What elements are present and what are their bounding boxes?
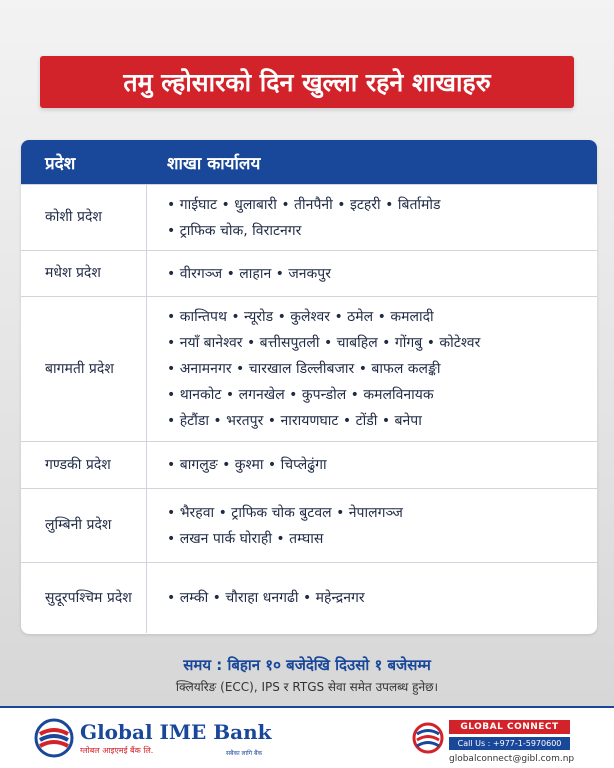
table-row-madhesh	[21, 250, 597, 296]
header-province: प्रदेश	[45, 153, 76, 174]
branch-cell	[147, 184, 597, 252]
province-cell: मधेश प्रदेश	[21, 251, 147, 296]
province-cell: बागमती प्रदेश	[21, 297, 147, 441]
table-row-lumbini	[21, 488, 597, 562]
bank-subtitle: ग्लोबल आइएमई बैंक लि.	[80, 746, 154, 755]
table-row-gandaki	[21, 441, 597, 488]
branch-line: • बागलुङ • कुश्मा • चिप्लेढुंगा	[167, 457, 327, 473]
contact-email[interactable]: globalconnect@gibl.com.np	[449, 754, 575, 764]
province-cell: सुदूरपश्चिम प्रदेश	[21, 563, 147, 633]
bank-name: Global IME Bank	[80, 720, 272, 744]
service-hours: समय : बिहान १० बजेदेखि दिउसो १ बजेसम्म	[183, 656, 431, 674]
branch-cell	[147, 444, 597, 486]
brand-footer	[0, 706, 614, 768]
branch-line: • हेटौंडा • भरतपुर • नारायणघाट • टोंडी • बनेपा	[167, 413, 422, 429]
branch-line: • लम्की • चौराहा धनगढी • महेन्द्रनगर	[167, 590, 365, 606]
global-connect-label: GLOBAL CONNECT	[449, 720, 570, 734]
service-note: क्लियरिङ (ECC), IPS र RTGS सेवा समेत उपलब्ध हुनेछ।	[175, 680, 439, 694]
branch-cell	[147, 492, 597, 560]
branch-table	[21, 140, 597, 634]
branch-cell	[147, 577, 597, 619]
branch-line: • ट्राफिक चोक, विराटनगर	[167, 222, 302, 239]
province-cell: लुम्बिनी प्रदेश	[21, 489, 147, 562]
branch-line: • लखन पार्क घोराही • तम्घास	[167, 530, 324, 547]
branch-line: • नयाँ बानेश्वर • बत्तीसपुतली • चाबहिल • गोंगबु • कोटेश्वर	[167, 335, 481, 351]
branch-cell	[147, 296, 597, 442]
branch-cell	[147, 253, 597, 295]
table-header	[21, 140, 597, 184]
table-row-koshi	[21, 184, 597, 250]
branch-line: • गाईघाट • धुलाबारी • तीनपैनी • इटहरी • बिर्तामोड	[167, 196, 441, 213]
branch-line: • अनामनगर • चारखाल डिल्लीबजार • बाफल कलङ्की	[167, 361, 441, 377]
page-title: तमु ल्होसारको दिन खुल्ला रहने शाखाहरु	[40, 56, 574, 108]
contact-phone[interactable]: Call Us : +977-1-5970600	[449, 737, 570, 750]
branch-line: • कान्तिपथ • न्यूरोड • कुलेश्वर • ठमेल • कमलादी	[167, 309, 434, 325]
bank-tagline: सबैका लागि बैंक	[226, 750, 263, 757]
province-cell: कोशी प्रदेश	[21, 185, 147, 250]
branch-line: • भैरहवा • ट्राफिक चोक बुटवल • नेपालगञ्ज	[167, 504, 403, 521]
global-connect-icon	[412, 722, 444, 754]
header-branch: शाखा कार्यालय	[167, 153, 261, 174]
table-row-sudurpashchim	[21, 562, 597, 633]
branch-line: • थानकोट • लगनखेल • कुपन्डोल • कमलविनायक	[167, 387, 434, 403]
table-row-bagmati	[21, 296, 597, 441]
province-cell: गण्डकी प्रदेश	[21, 442, 147, 488]
bank-logo-icon	[34, 718, 74, 758]
branch-line: • वीरगञ्ज • लाहान • जनकपुर	[167, 265, 331, 282]
